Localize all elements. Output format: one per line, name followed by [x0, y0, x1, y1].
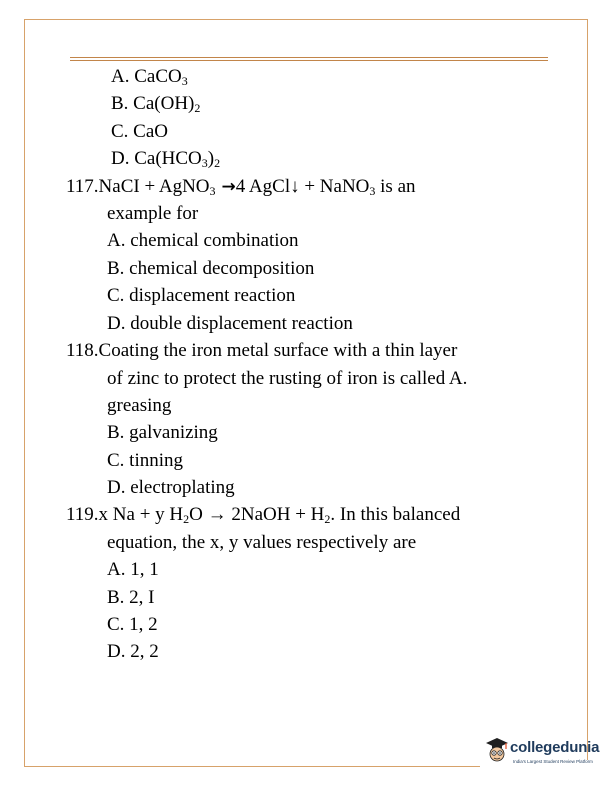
prev-option-c: C. CaO	[111, 121, 168, 142]
prev-option-d: D. $Ca(HCO_3)_2$	[111, 148, 221, 170]
collegedunia-logo	[484, 733, 604, 775]
q119-option-a: A. 1, 1	[107, 559, 159, 580]
brand-tagline: India's Largest Student Review Platform	[513, 759, 593, 764]
q118-line3: greasing	[107, 395, 172, 416]
q117-option-c: C. displacement reaction	[107, 285, 296, 306]
q119-line2: equation, the x, y values respectively are	[107, 532, 417, 553]
q117-option-a: A. chemical combination	[107, 230, 299, 251]
prev-option-a: A. CaCO$_3$	[111, 66, 188, 88]
prev-option-b: B. $Ca(OH)_2$	[111, 93, 201, 115]
q119-option-b: B. 2, I	[107, 587, 155, 608]
q119-option-d: D. 2, 2	[107, 641, 159, 662]
graduate-mascot-icon	[484, 735, 510, 765]
q118-line1: 118.Coating the iron metal surface with a thin layer	[66, 340, 458, 361]
q118-option-c: C. tinning	[107, 450, 184, 471]
q118-number: 118.	[66, 340, 99, 361]
q117-option-d: D. double displacement reaction	[107, 313, 353, 334]
q119-number: 119.	[66, 504, 99, 525]
q117-line1: 117.NaCI + AgNO$_3$ →4 AgCl↓ + NaNO$_3$ is an	[66, 176, 416, 198]
q118-option-b: B. galvanizing	[107, 422, 218, 443]
q117-line2: example for	[107, 203, 199, 224]
q119-option-c: C. 1, 2	[107, 614, 158, 635]
q117-number: 117.	[66, 176, 99, 197]
q118-option-d: D. electroplating	[107, 477, 235, 498]
q117-option-b: B. chemical decomposition	[107, 258, 315, 279]
q119-line1: 119.x Na + y $H_2O$ → 2NaOH + $H_2$. In this balanced	[66, 504, 461, 526]
brand-name: collegedunia	[510, 739, 600, 756]
header-double-rule	[70, 57, 548, 61]
q118-line2: of zinc to protect the rusting of iron is called A.	[107, 368, 468, 389]
